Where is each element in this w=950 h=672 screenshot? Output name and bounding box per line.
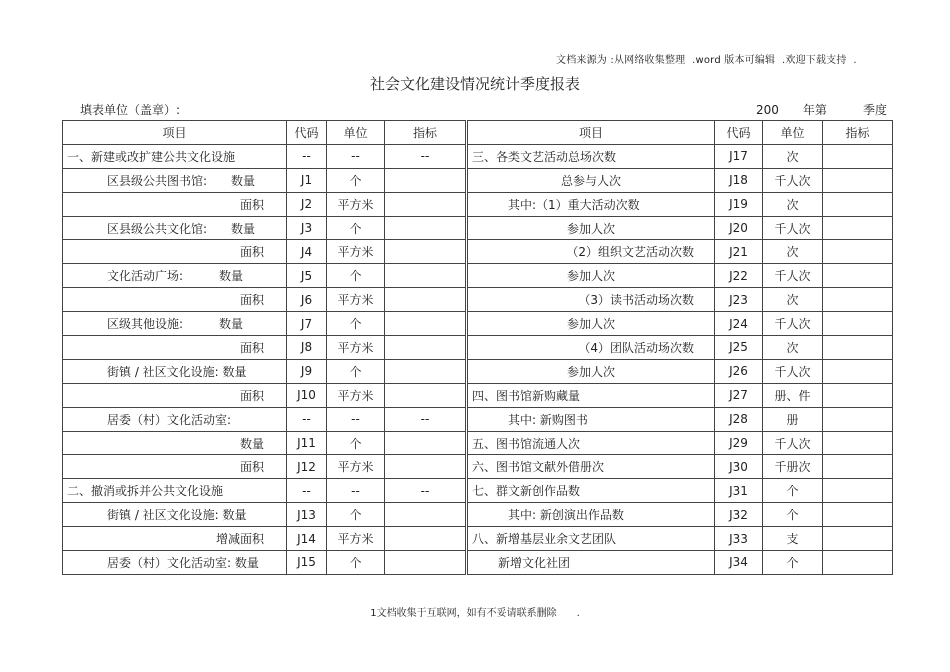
table-cell: J26 <box>715 359 763 383</box>
column-header: 代码 <box>715 121 763 145</box>
table-cell: J34 <box>715 551 763 575</box>
indicator-cell[interactable]: -- <box>385 407 467 431</box>
table-cell: （4）团队活动场次数 <box>467 336 715 360</box>
table-cell: 平方米 <box>327 455 385 479</box>
table-cell: -- <box>327 479 385 503</box>
table-cell: J18 <box>715 168 763 192</box>
table-cell: 三、各类文艺活动总场次数 <box>467 144 715 168</box>
indicator-cell[interactable] <box>823 503 893 527</box>
table-cell: 居委（村）文化活动室: <box>63 407 287 431</box>
table-cell: 平方米 <box>327 336 385 360</box>
indicator-cell[interactable] <box>385 264 467 288</box>
table-cell: 次 <box>763 192 823 216</box>
table-cell: J17 <box>715 144 763 168</box>
footer-note: 1文档收集于互联网，如有不妥请联系删除 . <box>370 608 580 619</box>
indicator-cell[interactable] <box>385 312 467 336</box>
table-row <box>63 144 893 168</box>
table-cell: J30 <box>715 455 763 479</box>
table-cell: 次 <box>763 336 823 360</box>
indicator-cell[interactable] <box>823 479 893 503</box>
table-cell: 八、新增基层业余文艺团队 <box>467 527 715 551</box>
indicator-cell[interactable] <box>385 240 467 264</box>
table-cell: 个 <box>327 551 385 575</box>
table-cell: 次 <box>763 144 823 168</box>
table-cell: 千人次 <box>763 168 823 192</box>
table-row <box>63 551 893 575</box>
table-row <box>63 503 893 527</box>
table-cell: 五、图书馆流通人次 <box>467 431 715 455</box>
table-cell: J22 <box>715 264 763 288</box>
table-cell: 面积 <box>63 288 287 312</box>
table-cell: J2 <box>287 192 327 216</box>
table-cell: J15 <box>287 551 327 575</box>
table-cell: J4 <box>287 240 327 264</box>
indicator-cell[interactable] <box>385 431 467 455</box>
table-cell: 七、群文新创作品数 <box>467 479 715 503</box>
indicator-cell[interactable] <box>823 383 893 407</box>
period-end: 季度 <box>862 103 887 117</box>
table-cell: 个 <box>327 431 385 455</box>
table-cell: J1 <box>287 168 327 192</box>
table-cell: J31 <box>715 479 763 503</box>
indicator-cell[interactable] <box>823 312 893 336</box>
table-cell: J3 <box>287 216 327 240</box>
indicator-cell[interactable] <box>823 192 893 216</box>
column-header: 单位 <box>763 121 823 145</box>
table-cell: J5 <box>287 264 327 288</box>
indicator-cell[interactable] <box>823 431 893 455</box>
table-cell: 一、新建或改扩建公共文化设施 <box>63 144 287 168</box>
indicator-cell[interactable] <box>823 264 893 288</box>
indicator-cell[interactable] <box>823 551 893 575</box>
table-header-row <box>63 121 893 145</box>
table-row <box>63 192 893 216</box>
page-title: 社会文化建设情况统计季度报表 <box>369 75 580 93</box>
table-cell: 平方米 <box>327 288 385 312</box>
report-period <box>756 101 887 118</box>
table-cell: 新增文化社团 <box>467 551 715 575</box>
indicator-cell[interactable] <box>385 551 467 575</box>
indicator-cell[interactable] <box>823 240 893 264</box>
indicator-cell[interactable] <box>823 527 893 551</box>
table-cell: -- <box>287 479 327 503</box>
table-cell: 其中: 新创演出作品数 <box>467 503 715 527</box>
table-cell: 文化活动广场: 数量 <box>63 264 287 288</box>
table-cell: 面积 <box>63 336 287 360</box>
period-year: 200 <box>756 103 779 117</box>
table-cell: J21 <box>715 240 763 264</box>
table-cell: -- <box>287 144 327 168</box>
table-row <box>63 383 893 407</box>
indicator-cell[interactable] <box>385 455 467 479</box>
table-cell: 四、图书馆新购藏量 <box>467 383 715 407</box>
table-cell: J23 <box>715 288 763 312</box>
table-row <box>63 288 893 312</box>
indicator-cell[interactable]: -- <box>385 479 467 503</box>
table-row <box>63 479 893 503</box>
table-cell: 区县级公共图书馆: 数量 <box>63 168 287 192</box>
table-cell: J25 <box>715 336 763 360</box>
table-cell: 千人次 <box>763 312 823 336</box>
indicator-cell[interactable] <box>823 407 893 431</box>
indicator-cell[interactable] <box>385 192 467 216</box>
indicator-cell[interactable] <box>385 336 467 360</box>
table-cell: 区级其他设施: 数量 <box>63 312 287 336</box>
table-cell: 册 <box>763 407 823 431</box>
table-cell: 支 <box>763 527 823 551</box>
column-header: 指标 <box>385 121 467 145</box>
table-cell: -- <box>327 407 385 431</box>
indicator-cell[interactable] <box>823 455 893 479</box>
table-cell: 册、件 <box>763 383 823 407</box>
indicator-cell[interactable] <box>385 359 467 383</box>
table-cell: 个 <box>327 216 385 240</box>
indicator-cell[interactable] <box>823 359 893 383</box>
table-row <box>63 216 893 240</box>
table-row <box>63 359 893 383</box>
table-cell: 个 <box>763 551 823 575</box>
fill-unit-label: 填表单位（盖章）: <box>80 103 181 117</box>
table-row <box>63 240 893 264</box>
column-header: 代码 <box>287 121 327 145</box>
table-row <box>63 168 893 192</box>
table-cell: 其中:（1）重大活动次数 <box>467 192 715 216</box>
indicator-cell[interactable] <box>823 216 893 240</box>
table-cell: 数量 <box>63 431 287 455</box>
table-row <box>63 336 893 360</box>
table-cell: J33 <box>715 527 763 551</box>
table-cell: 街镇 / 社区文化设施: 数量 <box>63 503 287 527</box>
table-cell: J24 <box>715 312 763 336</box>
table-cell: （3）读书活动场次数 <box>467 288 715 312</box>
table-cell: 其中: 新购图书 <box>467 407 715 431</box>
table-cell: 参加人次 <box>467 264 715 288</box>
table-cell: 面积 <box>63 240 287 264</box>
table-cell: J8 <box>287 336 327 360</box>
period-mid: 年第 <box>802 103 827 117</box>
table-cell: 个 <box>327 264 385 288</box>
table-cell: J29 <box>715 431 763 455</box>
table-cell: 参加人次 <box>467 359 715 383</box>
table-cell: 面积 <box>63 383 287 407</box>
table-cell: -- <box>327 144 385 168</box>
table-cell: J14 <box>287 527 327 551</box>
table-cell: J28 <box>715 407 763 431</box>
indicator-cell[interactable] <box>385 503 467 527</box>
table-cell: 平方米 <box>327 527 385 551</box>
column-header: 项目 <box>63 121 287 145</box>
indicator-cell[interactable] <box>385 527 467 551</box>
table-cell: 总参与人次 <box>467 168 715 192</box>
table-cell: 增减面积 <box>63 527 287 551</box>
column-header: 指标 <box>823 121 893 145</box>
table-row <box>63 431 893 455</box>
table-cell: J11 <box>287 431 327 455</box>
table-cell: 二、撤消或拆并公共文化设施 <box>63 479 287 503</box>
table-cell: （2）组织文艺活动次数 <box>467 240 715 264</box>
table-row <box>63 407 893 431</box>
table-cell: 个 <box>327 312 385 336</box>
indicator-cell[interactable] <box>823 168 893 192</box>
table-cell: J12 <box>287 455 327 479</box>
indicator-cell[interactable]: -- <box>385 144 467 168</box>
table-cell: 平方米 <box>327 383 385 407</box>
indicator-cell[interactable] <box>385 216 467 240</box>
table-cell: 面积 <box>63 192 287 216</box>
table-body <box>63 144 893 574</box>
table-cell: J32 <box>715 503 763 527</box>
table-cell: 个 <box>327 359 385 383</box>
table-cell: J20 <box>715 216 763 240</box>
table-cell: 千人次 <box>763 216 823 240</box>
indicator-cell[interactable] <box>385 288 467 312</box>
indicator-cell[interactable] <box>823 288 893 312</box>
table-cell: J19 <box>715 192 763 216</box>
indicator-cell[interactable] <box>385 383 467 407</box>
table-cell: 个 <box>327 168 385 192</box>
table-cell: 参加人次 <box>467 216 715 240</box>
table-cell: 千人次 <box>763 359 823 383</box>
table-cell: 面积 <box>63 455 287 479</box>
column-header: 项目 <box>467 121 715 145</box>
table-cell: 区县级公共文化馆: 数量 <box>63 216 287 240</box>
table-cell: 次 <box>763 240 823 264</box>
table-cell: 个 <box>763 479 823 503</box>
table-cell: 千册次 <box>763 455 823 479</box>
table-cell: J7 <box>287 312 327 336</box>
table-cell: 参加人次 <box>467 312 715 336</box>
report-table <box>62 120 893 575</box>
table-cell: 次 <box>763 288 823 312</box>
source-note: 文档来源为 :从网络收集整理 .word 版本可编辑 .欢迎下载支持 . <box>556 55 857 66</box>
indicator-cell[interactable] <box>823 144 893 168</box>
indicator-cell[interactable] <box>385 168 467 192</box>
table-cell: J13 <box>287 503 327 527</box>
table-cell: J27 <box>715 383 763 407</box>
table-row <box>63 264 893 288</box>
table-cell: J6 <box>287 288 327 312</box>
table-cell: 千人次 <box>763 431 823 455</box>
table-cell: 街镇 / 社区文化设施: 数量 <box>63 359 287 383</box>
table-cell: J9 <box>287 359 327 383</box>
column-header: 单位 <box>327 121 385 145</box>
table-cell: 六、图书馆文献外借册次 <box>467 455 715 479</box>
table-cell: 千人次 <box>763 264 823 288</box>
table-cell: J10 <box>287 383 327 407</box>
table-row <box>63 455 893 479</box>
table-cell: 平方米 <box>327 240 385 264</box>
table-cell: 平方米 <box>327 192 385 216</box>
table-cell: -- <box>287 407 327 431</box>
table-row <box>63 312 893 336</box>
table-cell: 个 <box>763 503 823 527</box>
indicator-cell[interactable] <box>823 336 893 360</box>
table-cell: 居委（村）文化活动室: 数量 <box>63 551 287 575</box>
table-row <box>63 527 893 551</box>
table-cell: 个 <box>327 503 385 527</box>
